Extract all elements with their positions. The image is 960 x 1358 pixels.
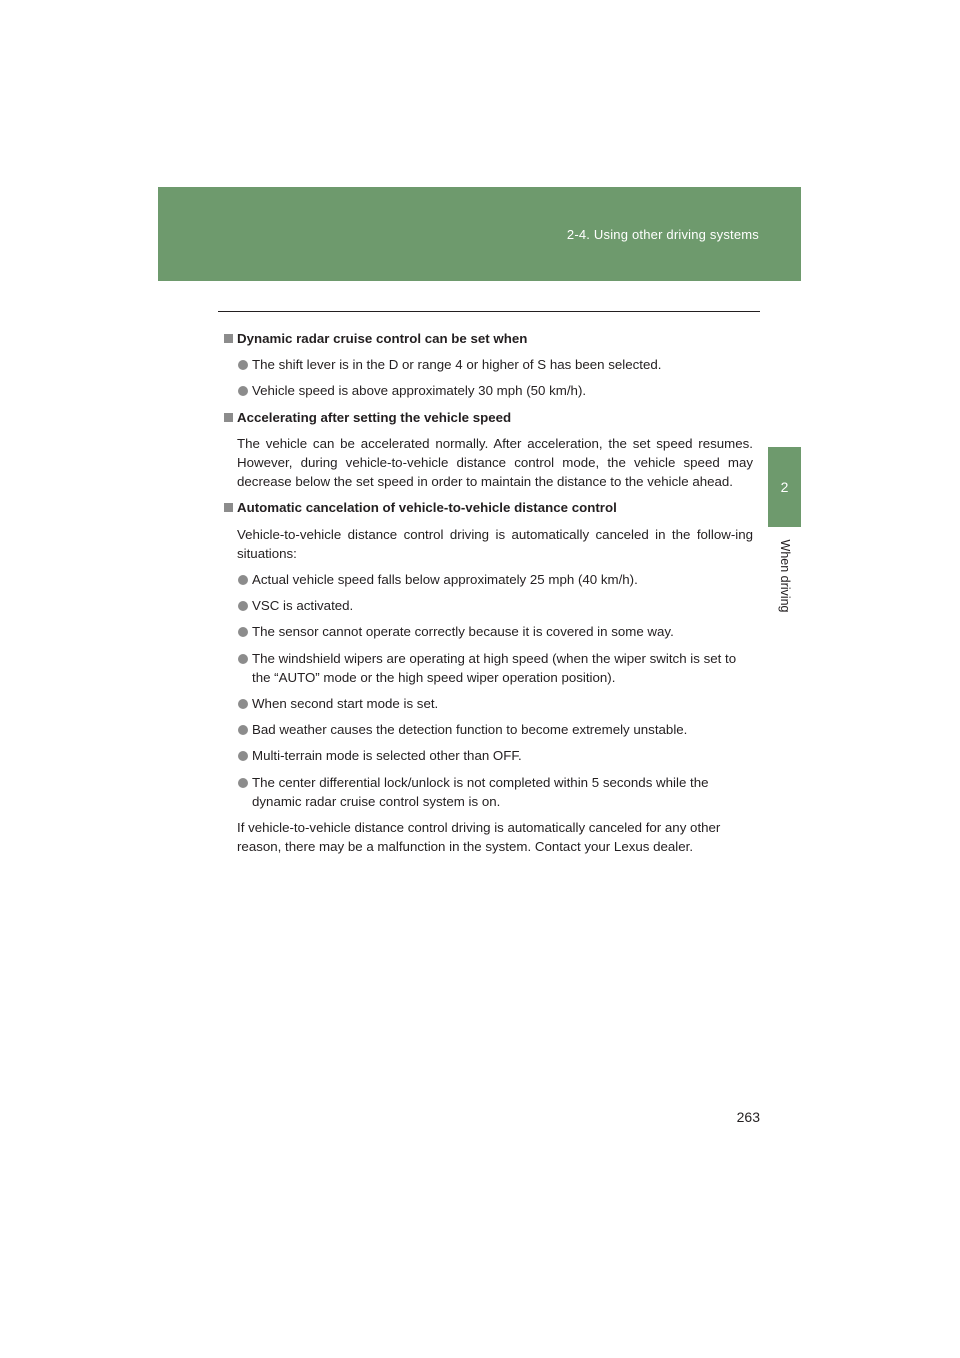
paragraph: If vehicle-to-vehicle distance control driving is automatically canceled for any other reason, there may be a malfunction in the system. Contact your Lexus dealer. xyxy=(237,820,721,855)
section-title: 2-4. Using other driving systems xyxy=(566,227,759,242)
circle-bullet-icon xyxy=(238,751,248,761)
section-heading: Accelerating after setting the vehicle speed xyxy=(222,408,753,427)
paragraph: The vehicle can be accelerated normally. After acceleration, the set speed resumes. However, during vehicle-to-vehicle distance control mode, the vehicle speed may decrease below the set speed in order to maintain the distance to the vehicle ahead. xyxy=(237,435,753,490)
header-band xyxy=(158,187,801,281)
page-number: 263 xyxy=(736,1109,760,1125)
square-bullet-icon xyxy=(224,334,233,343)
list-item: The windshield wipers are operating at high speed (when the wiper switch is set to the “AUTO” mode or the high speed wiper operation position). xyxy=(222,649,753,687)
square-bullet-icon xyxy=(224,503,233,512)
circle-bullet-icon xyxy=(238,360,248,370)
list-item: When second start mode is set. xyxy=(222,694,753,713)
paragraph: Vehicle-to-vehicle distance control driving is automatically canceled in the follow-ing situations: xyxy=(237,526,753,561)
circle-bullet-icon xyxy=(238,386,248,396)
list-item: Multi-terrain mode is selected other than OFF. xyxy=(222,746,753,765)
circle-bullet-icon xyxy=(238,778,248,788)
list-item: Bad weather causes the detection function to become extremely unstable. xyxy=(222,720,753,739)
list-item: Actual vehicle speed falls below approximately 25 mph (40 km/h). xyxy=(222,570,753,589)
circle-bullet-icon xyxy=(238,654,248,664)
header-rule xyxy=(218,311,760,312)
section-heading: Automatic cancelation of vehicle-to-vehicle distance control xyxy=(222,498,753,517)
page-content xyxy=(222,329,753,863)
circle-bullet-icon xyxy=(238,575,248,585)
list-item: The sensor cannot operate correctly because it is covered in some way. xyxy=(222,622,753,641)
circle-bullet-icon xyxy=(238,699,248,709)
circle-bullet-icon xyxy=(238,725,248,735)
list-item: Vehicle speed is above approximately 30 mph (50 km/h). xyxy=(222,381,753,400)
square-bullet-icon xyxy=(224,413,233,422)
circle-bullet-icon xyxy=(238,601,248,611)
circle-bullet-icon xyxy=(238,627,248,637)
list-item: The shift lever is in the D or range 4 or higher of S has been selected. xyxy=(222,355,753,374)
list-item: VSC is activated. xyxy=(222,596,753,615)
chapter-tab-label xyxy=(768,531,801,621)
section-heading: Dynamic radar cruise control can be set when xyxy=(222,329,753,348)
chapter-tab-label-text: When driving xyxy=(777,539,792,613)
list-item: The center differential lock/unlock is not completed within 5 seconds while the dynamic radar cruise control system is on. xyxy=(222,773,753,811)
chapter-tab-number: 2 xyxy=(768,447,801,527)
